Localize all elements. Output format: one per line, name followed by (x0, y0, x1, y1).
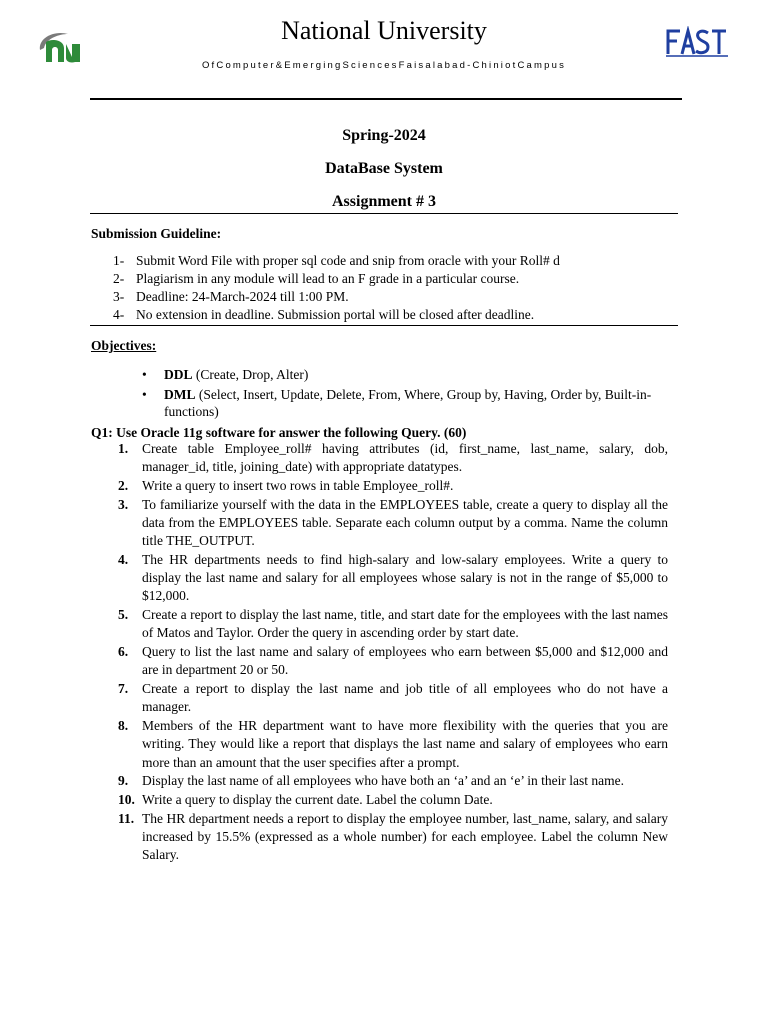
campus-subtitle: OfComputer&EmergingSciencesFaisalabad-ChiniotCampus (201, 60, 567, 71)
list-item: 2- Plagiarism in any module will lead to an F grade in a particular course. (113, 271, 520, 286)
list-item: 5. Create a report to display the last name, title, and start date for the employees with the last names of Matos and Taylor. Order the query in ascending order by start date. (118, 607, 668, 641)
list-item: 10. Write a query to display the current date. Label the column Date. (118, 792, 493, 808)
list-item: 1- Submit Word File with proper sql code and snip from oracle with your Roll# d (113, 253, 560, 268)
list-item: 4- No extension in deadline. Submission portal will be closed after deadline. (113, 307, 535, 322)
question-list (113, 440, 668, 865)
list-item: 2. Write a query to insert two rows in table Employee_roll#. (118, 478, 454, 493)
list-item: 8. Members of the HR department want to have more flexibility with the queries that you are writing. They would like a report that displays the last name and salary of employees who earn more than an amount that the user specifies after a prompt. (118, 718, 668, 770)
term-heading: Spring-2024 (342, 127, 426, 144)
university-title: National University (281, 16, 487, 45)
list-item: 7. Create a report to display the last name and job title of all employees who do not have a manager. (118, 681, 668, 715)
list-item: • DDL (Create, Drop, Alter) (142, 367, 309, 382)
q1-heading: Q1: Use Oracle 11g software for answer the following Query. (60) (91, 425, 467, 440)
list-item: 11. The HR department needs a report to display the employee number, last_name, salary, and salary increased by 15.5% (expressed as a whole number) for each employee. Label the column New Salary. (118, 811, 668, 863)
assignment-heading: Assignment # 3 (331, 193, 436, 210)
submission-list (113, 252, 560, 324)
list-item: 1. Create table Employee_roll# having attributes (id, first_name, last_name, salary, dob, manager_id, title, joining_date) with appropriate datatypes. (118, 441, 668, 475)
header-rule (90, 98, 682, 100)
list-item: 3. To familiarize yourself with the data in the EMPLOYEES table, create a query to display all the data from the EMPLOYEES table. Separate each column output by a comma. Name the column title THE_OUTPUT. (118, 496, 668, 549)
submission-rule (90, 325, 678, 326)
list-item: • DML (Select, Insert, Update, Delete, From, Where, Group by, Having, Order by, Built-in-functions) (142, 386, 652, 419)
list-item: 4. The HR departments needs to find high-salary and low-salary employees. Write a query to display the last name and salary for all employees whose salary is not in the range of $5,000 to $12,000. (118, 552, 668, 604)
list-item: 9. Display the last name of all employees who have both an ‘a’ and an ‘e’ in their last name. (118, 773, 624, 789)
assignment-rule (90, 213, 678, 214)
fast-logo-icon (664, 26, 730, 58)
bullet-icon: • (142, 386, 147, 402)
list-item: 3- Deadline: 24-March-2024 till 1:00 PM. (113, 289, 349, 304)
subject-heading: DataBase System (325, 160, 443, 177)
objectives-list (142, 366, 672, 423)
bullet-icon: • (142, 367, 147, 382)
objectives-heading: Objectives: (91, 338, 157, 353)
submission-heading: Submission Guideline: (91, 226, 222, 241)
list-item: 6. Query to list the last name and salary of employees who earn between $5,000 and $12,000 and are in department 20 or 50. (118, 644, 668, 678)
